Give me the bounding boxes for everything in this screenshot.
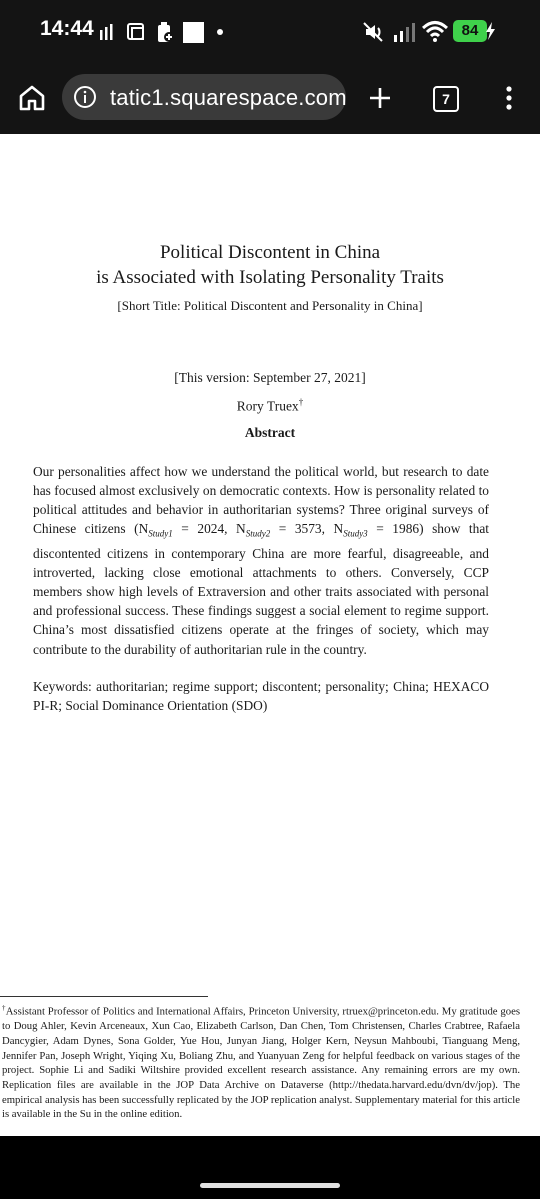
url-text[interactable]: tatic1.squarespace.com: [110, 85, 347, 110]
battery-icon: [453, 20, 487, 42]
abstract-text: [33, 462, 489, 659]
short-title: [Short Title: Political Discontent and Personality in China]: [117, 298, 423, 313]
tab-count: 7: [442, 91, 450, 107]
cell-signal-icon: [394, 22, 416, 42]
more-icon[interactable]: [504, 85, 514, 111]
system-nav-bar: [0, 1136, 540, 1199]
screenshot-icon: [126, 22, 146, 42]
mute-icon: [362, 21, 384, 43]
tabs-icon[interactable]: [433, 86, 459, 112]
battery-level: 84: [461, 22, 479, 39]
battery-saver-icon: [155, 21, 175, 43]
home-gesture-bar[interactable]: [200, 1183, 340, 1188]
paper-title: [0, 240, 540, 290]
n2-value: = 3573, N: [270, 521, 344, 537]
keywords: Keywords: authoritarian; regime support; discontent; personality; China; HEXACO PI-R; Social Dominance Orientation (SDO): [33, 679, 489, 714]
info-icon[interactable]: [73, 85, 97, 109]
author-text: Rory Truex: [236, 398, 299, 414]
status-bar: [0, 0, 540, 64]
author-name: [0, 397, 540, 415]
n1-subscript: Study1: [148, 528, 173, 539]
home-icon[interactable]: [18, 84, 46, 112]
plus-icon[interactable]: [368, 86, 392, 110]
pdf-page: [0, 134, 540, 1136]
notification-icon: [183, 22, 204, 43]
version-date: [This version: September 27, 2021]: [174, 370, 366, 385]
title-line-1: Political Discontent in China: [159, 242, 381, 263]
n3-subscript: Study3: [343, 528, 368, 539]
abstract-part-2: = 1986) show that discontented citizens in contemporary China are more fearful, disagreeable, and introverted, lacking close emotional attachments to others. Conversely, CCP members show high levels of Extraversion and other traits associated with personal and professional success. These findings suggest a social element to regime support. China’s most dissatisfied citizens operate at the fringes of society, which may contribute to the durability of authoritarian rule in the country.: [33, 521, 489, 657]
status-time: 14:44: [40, 17, 94, 40]
author-footnote-mark: †: [298, 397, 304, 407]
title-line-2: is Associated with Isolating Personality Traits: [96, 267, 444, 288]
abstract-heading: Abstract: [244, 425, 296, 440]
footnote-text: Assistant Professor of Politics and International Affairs, Princeton University, rtruex@princeton.edu. My gratitude goes to Doug Ahler, Kevin Arceneaux, Xun Cao, Elizabeth Carlson, Dan Chen, Tom Christensen, Charles Crabtree, Rafaela Dancygier, Adam Dynes, Sona Golder, Yue Hou, Junyan Jiang, Holger Kern, Neysun Mahboubi, Tianguang Meng, Jennifer Pan, Joseph Wright, Yiqing Xu, Boliang Zhu, and Yuanyuan Zeng for helpful feedback on various stages of the project. Sophie Li and Sadiki Wiltshire provided excellent research assistance. Any remaining errors are my own. Replication files are available in the JOP Data Archive on Dataverse (http://thedata.harvard.edu/dvn/dv/jop). The empirical analysis has been successfully replicated by the JOP replication analyst. Supplementary material for this article is available in the Su in the online edition.: [2, 1005, 520, 1121]
signal-icon: [100, 24, 114, 40]
footnote: [2, 1001, 520, 1122]
footnote-rule: [0, 996, 208, 997]
dot-icon: [217, 29, 223, 35]
charging-icon: [485, 22, 497, 40]
n2-subscript: Study2: [245, 528, 271, 539]
wifi-icon: [422, 20, 448, 42]
abstract-part-1: Our personalities affect how we understand the political world, but research to date has focused almost exclusively on democratic contexts. How is personality related to political attitudes and behavior in authoritarian systems? Three original surveys of Chinese citizens (N: [33, 464, 489, 537]
n1-value: = 2024, N: [172, 521, 246, 537]
footnote-mark: †: [2, 1004, 6, 1012]
